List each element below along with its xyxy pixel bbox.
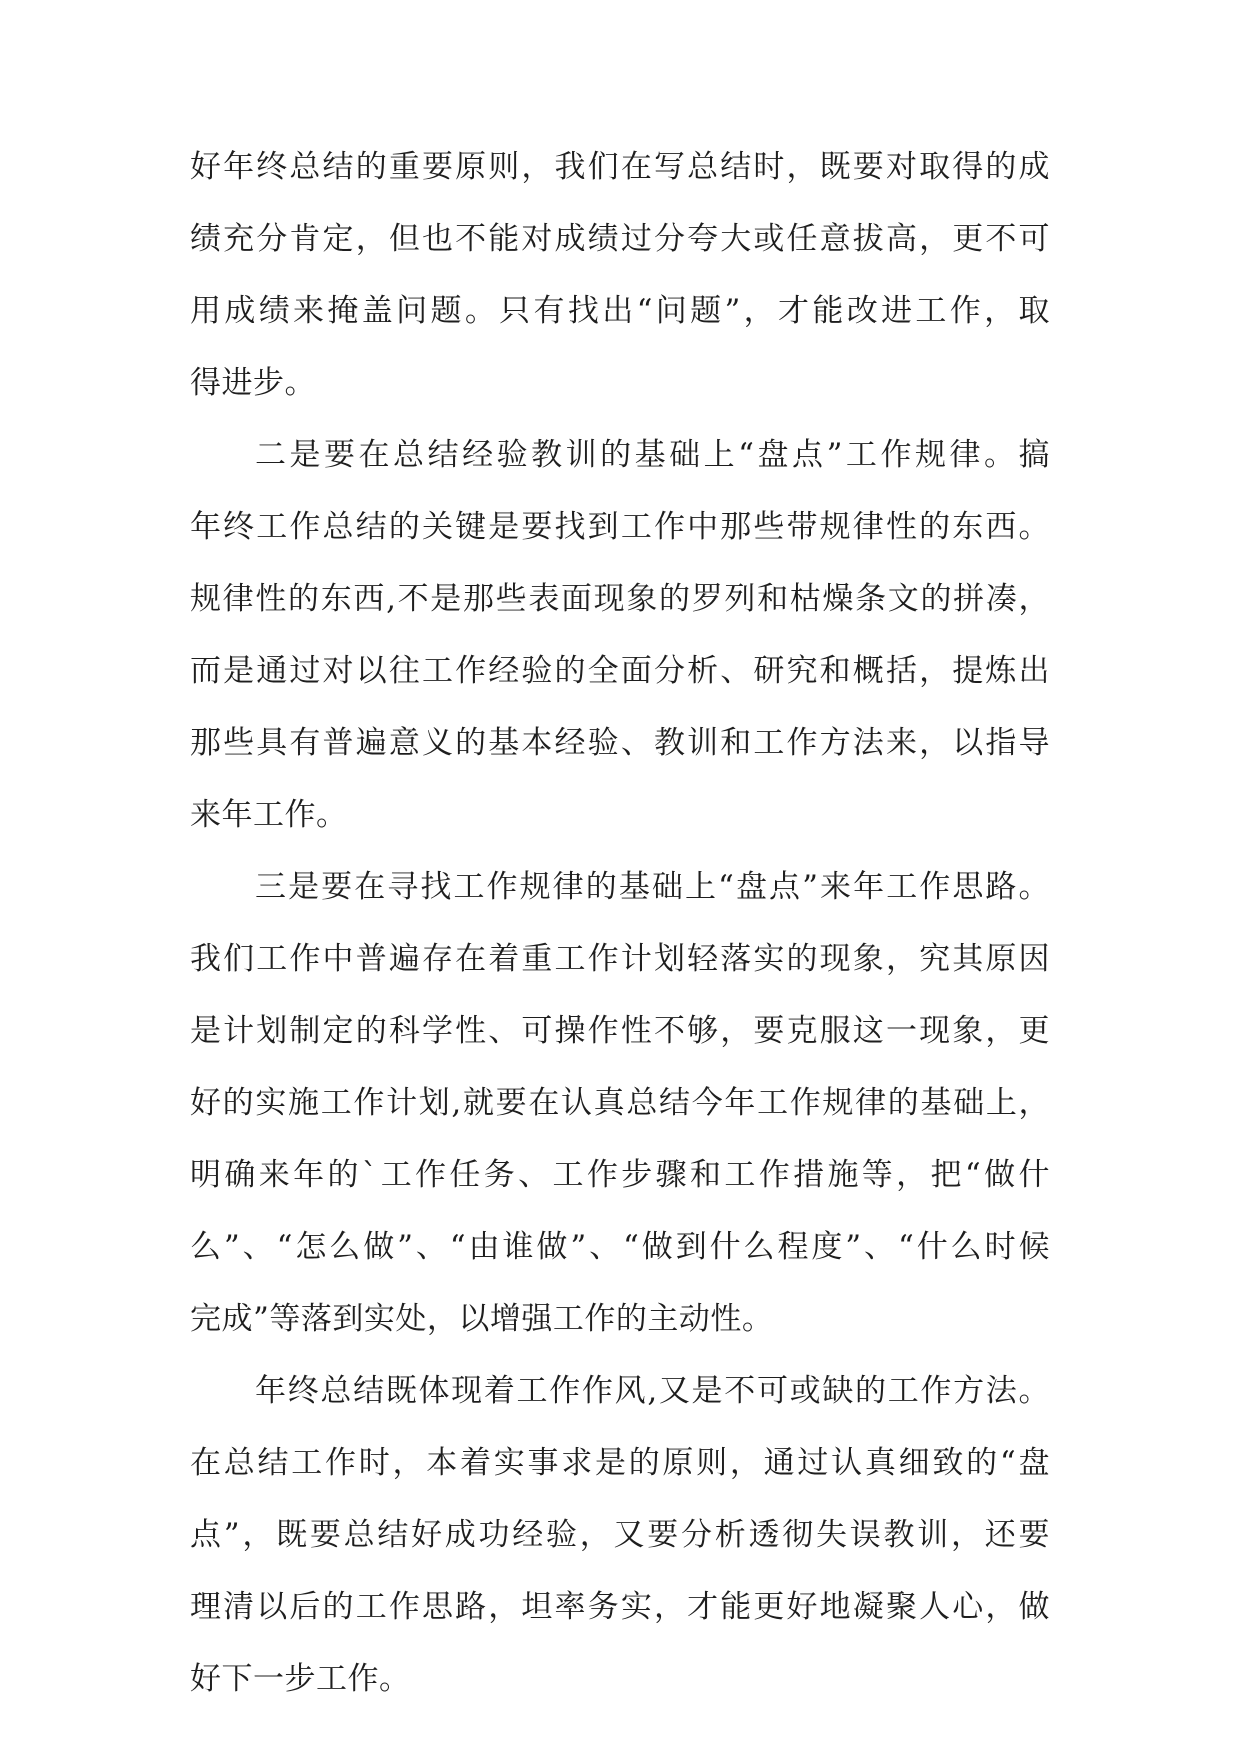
paragraph-start-line: 三是要在寻找工作规律的基础上“盘点”来年工作思路。 bbox=[255, 869, 1050, 905]
text-line: 是计划制定的科学性、可操作性不够，要克服这一现象，更 bbox=[190, 1013, 1050, 1049]
text-line: 明确来年的`工作任务、工作步骤和工作措施等，把“做什 bbox=[190, 1157, 1050, 1193]
text-line: 用成绩来掩盖问题。只有找出“问题”，才能改进工作，取 bbox=[190, 293, 1050, 329]
text-line: 年终工作总结的关键是要找到工作中那些带规律性的东西。 bbox=[190, 509, 1050, 545]
text-line: 好年终总结的重要原则，我们在写总结时，既要对取得的成 bbox=[190, 149, 1050, 185]
text-line: 来年工作。 bbox=[190, 797, 348, 833]
text-line: 好的实施工作计划,就要在认真总结今年工作规律的基础上， bbox=[190, 1085, 1050, 1121]
text-line: 完成”等落到实处，以增强工作的主动性。 bbox=[190, 1301, 774, 1337]
text-line: 得进步。 bbox=[190, 365, 316, 401]
text-line: 那些具有普遍意义的基本经验、教训和工作方法来，以指导 bbox=[190, 725, 1050, 761]
text-line: 好下一步工作。 bbox=[190, 1661, 411, 1697]
text-line: 而是通过对以往工作经验的全面分析、研究和概括，提炼出 bbox=[190, 653, 1050, 689]
text-line: 么”、“怎么做”、“由谁做”、“做到什么程度”、“什么时候 bbox=[190, 1229, 1050, 1265]
text-line: 我们工作中普遍存在着重工作计划轻落实的现象，究其原因 bbox=[190, 941, 1050, 977]
text-line: 点”，既要总结好成功经验，又要分析透彻失误教训，还要 bbox=[190, 1517, 1050, 1553]
text-line: 理清以后的工作思路，坦率务实，才能更好地凝聚人心，做 bbox=[190, 1589, 1050, 1625]
text-line: 在总结工作时，本着实事求是的原则，通过认真细致的“盘 bbox=[190, 1445, 1050, 1481]
paragraph-start-line: 年终总结既体现着工作作风,又是不可或缺的工作方法。 bbox=[255, 1373, 1050, 1409]
paragraph-start-line: 二是要在总结经验教训的基础上“盘点”工作规律。搞 bbox=[255, 437, 1050, 473]
text-line: 规律性的东西,不是那些表面现象的罗列和枯燥条文的拼凑， bbox=[190, 581, 1050, 617]
text-line: 绩充分肯定，但也不能对成绩过分夸大或任意拔高，更不可 bbox=[190, 221, 1050, 257]
